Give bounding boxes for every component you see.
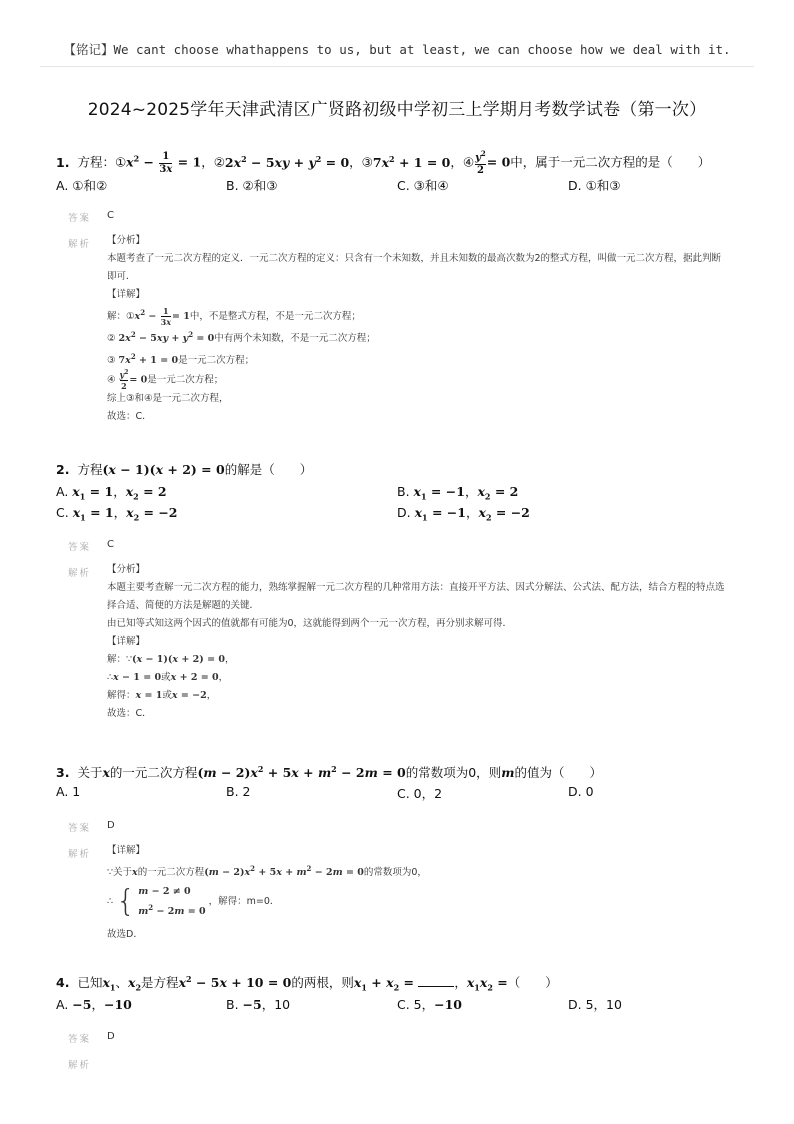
question-number: 3. xyxy=(56,765,70,780)
explanation-label: 解析 xyxy=(68,1060,92,1071)
explanation-label: 解析 xyxy=(68,568,92,579)
option-c: C. ③和④ xyxy=(397,178,449,193)
option-a: A. 1 xyxy=(56,784,81,799)
motto: 【铭记】We cant choose whathappens to us, but at least, we can choose how we deal with it. xyxy=(63,42,731,57)
option-c: C. 0，2 xyxy=(397,786,443,801)
answer-label: 答案 xyxy=(68,542,92,553)
option-b: B. −5，10 xyxy=(226,997,291,1012)
answer-value: D xyxy=(107,820,115,831)
question-2-explanation: 【分析】 本题主要考查解一元二次方程的能力，熟练掌握解一元二次方程的几种常用方法：直接开平方法、因式分解法、公式法、配方法，结合方程的特点选择合适、简便的方法是解题的关键． 由已知等式知这两个因式的值就都有可能为0，这就能得到两个一元一次方程，再分别求解可得． 【详解】 解：∵(x − 1)(x + 2) = 0， ∴x − 1 = 0或x + 2 = 0， 解得：x = 1或x = −2， 故选：C． xyxy=(107,564,725,719)
question-2-stem: 2. 方程(x − 1)(x + 2) = 0的解是（ ） xyxy=(56,462,313,477)
option-a: A. −5，−10 xyxy=(56,997,132,1012)
answer-label: 答案 xyxy=(68,213,92,224)
option-d: D. 5，10 xyxy=(568,997,622,1012)
option-d: D. 0 xyxy=(568,784,594,799)
option-d: D. ①和③ xyxy=(568,178,621,193)
question-3-explanation: 【详解】 ∵关于x的一元二次方程$(m - 2)x^2 + 5x + m^2 - 2m = 0$的常数项为0， ∴ { m − 2 ≠ 0 $m^2 - 2m = 0$ ，解得：m=0． 故选D． xyxy=(107,845,427,941)
explanation-label: 解析 xyxy=(68,849,92,860)
option-a: A. ①和② xyxy=(56,178,108,193)
option-c: C. $x_1 = 1$，$x_2 = -2$ xyxy=(56,505,178,523)
option-b: B. 2 xyxy=(226,784,251,799)
option-d: D. $x_1 = -1$，$x_2 = -2$ xyxy=(397,505,530,523)
question-number: 1. xyxy=(56,154,70,170)
option-c: C. 5，−10 xyxy=(397,997,463,1012)
option-b: B. $x_1 = -1$，$x_2 = 2$ xyxy=(397,484,519,502)
answer-label: 答案 xyxy=(68,823,92,834)
question-number: 4. xyxy=(56,975,70,990)
question-4-stem: 4. 已知$x_1$、$x_2$是方程$x^2 - 5x + 10 = 0$的两根，则$x_1 + x_2$ = ，$x_1x_2$ =（ ） xyxy=(56,973,558,993)
question-1-explanation: 【分析】 本题考查了一元二次方程的定义．一元二次方程的定义：只含有一个未知数，并且未知数的最高次数为2的整式方程，叫做一元二次方程，据此判断即可． 【详解】 解：$①x^2$ − $\frac{1}{3x}$ = 1中，不是整式方程，不是一元二次方程； ② $2x^2 - 5xy + y^2 = 0$中有两个未知数，不是一元二次方程； ③ $7x^2 + 1 = 0$是一元二次方程； ④ $\frac{y^2}{2}$ = 0是一元二次方程； 综上③和④是一元二次方程， 故选：C． xyxy=(107,235,722,423)
question-number: 2. xyxy=(56,462,70,477)
explanation-label: 解析 xyxy=(68,239,92,250)
option-a: A. $x_1 = 1$，$x_2 = 2$ xyxy=(56,484,167,502)
answer-label: 答案 xyxy=(68,1034,92,1045)
page-title: 2024~2025学年天津武清区广贤路初级中学初三上学期月考数学试卷（第一次） xyxy=(87,100,707,120)
answer-value: D xyxy=(107,1031,115,1042)
answer-value: C xyxy=(107,210,114,221)
divider xyxy=(40,66,754,67)
answer-value: C xyxy=(107,539,114,550)
question-1-stem: 1. 方程：$①x^2$ − $\frac{1}{3x}$ = 1，$②2x^2 - 5xy + y^2 = 0$，$③7x^2 + 1 = 0$，④ $\frac{y^2}{2}$ = 0中，属于一元二次方程的是（ ） xyxy=(56,149,711,177)
option-b: B. ②和③ xyxy=(226,178,278,193)
question-3-stem: 3. 关于x的一元二次方程$(m - 2)x^2 + 5x + m^2 - 2m = 0$的常数项为0，则m的值为（ ） xyxy=(56,763,602,780)
